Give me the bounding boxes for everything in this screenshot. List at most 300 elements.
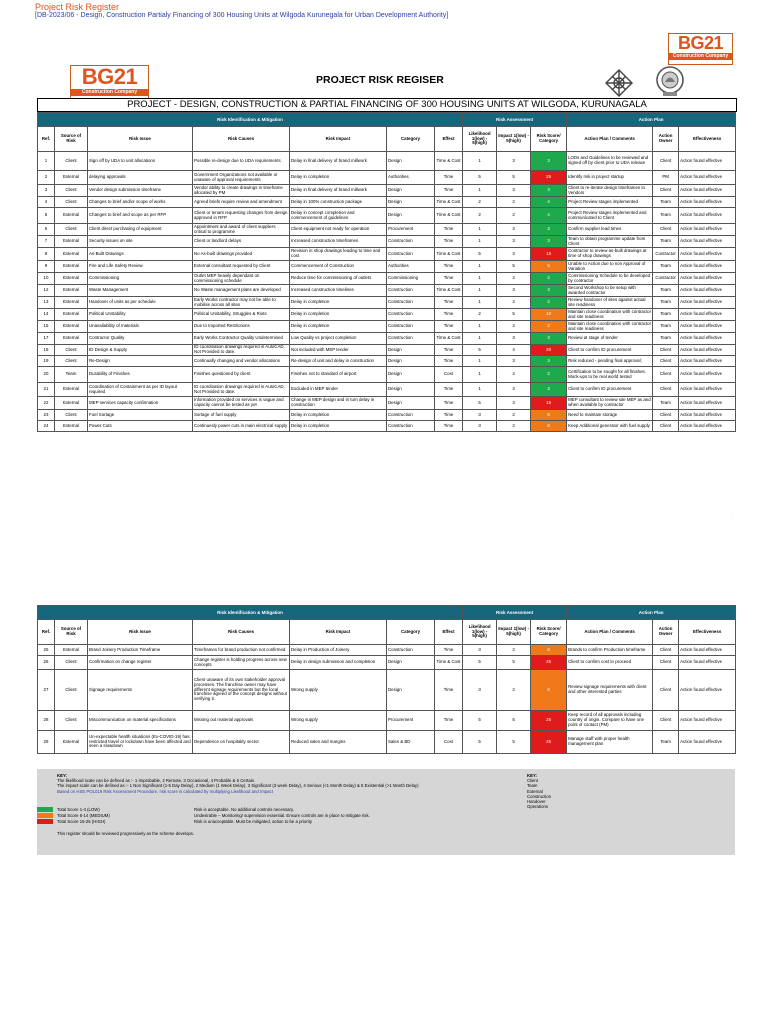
cell-impact: Increased construction timeframes <box>290 236 387 248</box>
cell-score: 2 <box>531 321 567 333</box>
key-note: This register should be reviewed progressively as the scheme develops. <box>57 831 195 836</box>
col-ref-2: Ref. <box>38 620 55 645</box>
cell-cause: Change register is holding progress across new concepts <box>193 656 290 670</box>
cell-effectiveness: Action found effective <box>679 356 736 367</box>
col-effect: Effect <box>435 127 463 152</box>
header-subtitle: [DB-2023/06 - Design, Construction Partialy Financing of 300 Housing Units at Wilgoda Kurunegala for Urban Development Authority] <box>35 12 449 19</box>
cell-impact: Increased construction timelines <box>290 285 387 297</box>
cell-effectiveness: Action found effective <box>679 152 736 171</box>
cell-action: Project Review stages implemented and communicated to Client <box>567 208 653 224</box>
cell-source: Client <box>55 656 88 670</box>
cell-effectiveness: Action found effective <box>679 297 736 309</box>
cell-impact-score: 2 <box>497 197 531 208</box>
cell-issue: Changes to brief and scope as per RFP <box>88 208 193 224</box>
cell-action: LODs and Guidelines to be reviewed and signed off by client prior to UDA release <box>567 152 653 171</box>
cell-cause: Dependence on hospitality sector <box>193 731 290 754</box>
cell-owner: Client <box>653 670 679 711</box>
cell-action: Review at stage of tender <box>567 333 653 345</box>
cell-category: Authorities <box>387 261 435 273</box>
cell-issue: Brand Joinery Production Timeframe <box>88 645 193 656</box>
doc-title: PROJECT RISK REGISER <box>316 74 444 86</box>
cell-owner: Contractor <box>653 248 679 261</box>
cell-cause: Early Works contractor may not be able to mobilise across all sites <box>193 297 290 309</box>
cell-category: Sales & BD <box>387 731 435 754</box>
cell-impact-score: 2 <box>497 367 531 383</box>
cell-effectiveness: Action found effective <box>679 656 736 670</box>
key-right-item: Client <box>527 778 538 784</box>
table-row <box>38 208 736 224</box>
cell-category: Procurement <box>387 711 435 731</box>
key-impact: The impact scale can be defined as :- 1 Non Significant (1-5 Day Delay), 2 Medium (1 Week Delay), 3 Significant (3 week Delay), 4 Serious (<1 Month Delay) & 5 Existential (>1 Month Delay) <box>57 783 419 789</box>
cell-effect: Time <box>435 224 463 236</box>
key-medium-desc: Undesirable – Monitoring/ supervision essential. Ensure controls are in place to mitigate risk. <box>194 813 370 818</box>
table-row <box>38 285 736 297</box>
cell-category: Commissioning <box>387 273 435 285</box>
cell-source: Client <box>55 410 88 421</box>
cell-score: 3 <box>531 185 567 197</box>
key-right-item: Handover <box>527 799 546 805</box>
cell-effectiveness: Action found effective <box>679 309 736 321</box>
col-impact-score-2: Impact 1(low) - 5(high) <box>497 620 531 645</box>
table-row <box>38 367 736 383</box>
table-row <box>38 410 736 421</box>
col-ref: Ref. <box>38 127 55 152</box>
cell-ref: 21 <box>38 383 55 397</box>
cell-likelihood: 3 <box>463 410 497 421</box>
cell-effectiveness: Action found effective <box>679 236 736 248</box>
cell-score: 3 <box>531 285 567 297</box>
cell-issue: Re-Design <box>88 356 193 367</box>
cell-likelihood: 3 <box>463 421 497 432</box>
cell-impact: Wrong supply <box>290 670 387 711</box>
cell-category: Construction <box>387 309 435 321</box>
cell-effect: Time & Cost <box>435 285 463 297</box>
cell-effectiveness: Action found effective <box>679 248 736 261</box>
cell-owner: Client <box>653 421 679 432</box>
cell-category: Construction <box>387 321 435 333</box>
cell-ref: 27 <box>38 670 55 711</box>
cell-score: 25 <box>531 711 567 731</box>
cell-source: Client <box>55 345 88 356</box>
key-high-desc: Risk is unacceptable. Must be mitigated, action to be a priority <box>194 819 312 824</box>
risk-rows-page1 <box>38 152 736 432</box>
cell-action: Client to confirm ID procurement <box>567 383 653 397</box>
key-right-item: External <box>527 788 543 794</box>
cell-source: External <box>55 383 88 397</box>
cell-score: 2 <box>531 297 567 309</box>
cell-category: Design <box>387 185 435 197</box>
cell-cause: Timeframes for brand production not confirmed <box>193 645 290 656</box>
key-low-label: Total Score 1-4 (LOW) <box>57 807 100 812</box>
cell-effectiveness: Action found effective <box>679 421 736 432</box>
cell-impact: Delay in Production of Joinery <box>290 645 387 656</box>
cell-cause: Government Organizations not available or unaware of approval requirements <box>193 171 290 185</box>
cell-impact-score: 2 <box>497 645 531 656</box>
cell-owner: Team <box>653 333 679 345</box>
cell-effectiveness: Action found effective <box>679 197 736 208</box>
key-likelihood: The likelihood scale can be defined as :- 1 Improbable, 2 Remote, 3 Occasional, 4 Probable & 5 Certain. <box>57 778 256 784</box>
cell-owner: Client <box>653 152 679 171</box>
cell-action: Team to obtain programme update from Client <box>567 236 653 248</box>
key-left <box>57 773 577 794</box>
cell-likelihood: 1 <box>463 383 497 397</box>
cell-score: 3 <box>531 333 567 345</box>
cell-effectiveness: Action found effective <box>679 410 736 421</box>
table-row <box>38 236 736 248</box>
cell-impact: Delay in completion <box>290 297 387 309</box>
table-row <box>38 356 736 367</box>
table-row <box>38 321 736 333</box>
cell-score: 4 <box>531 197 567 208</box>
cell-category: Construction <box>387 285 435 297</box>
cell-source: Client <box>55 152 88 171</box>
cell-category: Construction <box>387 645 435 656</box>
cell-likelihood: 5 <box>463 711 497 731</box>
cell-impact: Low Quality vs project completion <box>290 333 387 345</box>
cell-likelihood: 3 <box>463 670 497 711</box>
cell-effect: Time & Cost <box>435 248 463 261</box>
col-impact-score: Impact 1(low) - 5(high) <box>497 127 531 152</box>
cell-source: External <box>55 421 88 432</box>
table-row <box>38 421 736 432</box>
cell-effectiveness: Action found effective <box>679 397 736 410</box>
cell-likelihood: 5 <box>463 656 497 670</box>
cell-cause: Political Unstability, Struggles & Riots <box>193 309 290 321</box>
cell-cause: Appointment and award of client suppliers critical to programme <box>193 224 290 236</box>
cell-impact-score: 5 <box>497 171 531 185</box>
cell-effect: Time <box>435 410 463 421</box>
cell-score: 15 <box>531 248 567 261</box>
cell-action: Need to maintain storage <box>567 410 653 421</box>
col-cause-2: Risk Causes <box>193 620 290 645</box>
cell-score: 6 <box>531 645 567 656</box>
cell-owner: Team <box>653 236 679 248</box>
cell-action: MEP consultant to review site MEP as and when available by contractor <box>567 397 653 410</box>
cell-score: 5 <box>531 261 567 273</box>
cell-owner: Client <box>653 185 679 197</box>
cell-effect: Cost <box>435 731 463 754</box>
cell-issue: Commissioning <box>88 273 193 285</box>
cell-source: Client <box>55 670 88 711</box>
cell-owner: Client <box>653 645 679 656</box>
cell-effect: Time <box>435 421 463 432</box>
table-row <box>38 297 736 309</box>
cell-score: 20 <box>531 345 567 356</box>
cell-score: 25 <box>531 656 567 670</box>
cell-cause: ID coordination drawings required in AutoCAD. Not Provided to date. <box>193 383 290 397</box>
cell-effectiveness: Action found effective <box>679 345 736 356</box>
high-swatch <box>37 819 53 824</box>
cell-score: 2 <box>531 367 567 383</box>
cell-issue: Handover of units as per schedule <box>88 297 193 309</box>
cell-score: 25 <box>531 731 567 754</box>
cell-likelihood: 1 <box>463 321 497 333</box>
cell-source: External <box>55 261 88 273</box>
key-right <box>527 773 627 810</box>
col-owner-2: Action Owner <box>653 620 679 645</box>
cell-impact-score: 2 <box>497 273 531 285</box>
table-row <box>38 345 736 356</box>
table-row <box>38 152 736 171</box>
cell-likelihood: 1 <box>463 285 497 297</box>
cell-ref: 2 <box>38 171 55 185</box>
cell-owner: Client <box>653 711 679 731</box>
cell-action: Keep record of all approvals including country of origin. Compare to have one point of contact (PM) <box>567 711 653 731</box>
cell-impact: Revision in shop drawings leading to time and cost <box>290 248 387 261</box>
key-right-item: Construction <box>527 793 552 799</box>
cell-owner: Team <box>653 731 679 754</box>
cell-source: External <box>55 321 88 333</box>
cell-likelihood: 1 <box>463 261 497 273</box>
cell-likelihood: 2 <box>463 197 497 208</box>
cell-effectiveness: Action found effective <box>679 321 736 333</box>
cell-impact-score: 5 <box>497 656 531 670</box>
cell-action: Maintain close coordination with contractor and site readiness <box>568 320 652 331</box>
cell-score: 6 <box>531 421 567 432</box>
col-action: Action Plan / Comments <box>567 127 653 152</box>
cell-impact-score: 2 <box>497 321 531 333</box>
cell-cause: External consultant requested by Client <box>193 261 290 273</box>
cell-likelihood: 2 <box>463 208 497 224</box>
cell-impact-score: 3 <box>497 248 531 261</box>
cell-impact-score: 2 <box>497 410 531 421</box>
page-marker: · <box>731 515 733 520</box>
cell-likelihood: 1 <box>463 152 497 171</box>
cell-owner: Team <box>653 285 679 297</box>
medium-swatch <box>37 813 53 818</box>
table-row <box>38 171 736 185</box>
cell-source: Client <box>55 356 88 367</box>
cell-ref: 17 <box>38 333 55 345</box>
cell-cause: Client or landlord delays <box>193 236 290 248</box>
cell-impact-score: 2 <box>497 421 531 432</box>
cell-cause: Information provided on services is vague and capacity cannot be tested as yet <box>193 397 290 410</box>
cell-issue: Fuel Sortage <box>88 410 193 421</box>
col-owner: Action Owner <box>653 127 679 152</box>
cell-impact: Finishes not to standard of airport <box>290 367 387 383</box>
cell-ref: 1 <box>38 152 55 171</box>
table-row <box>38 197 736 208</box>
cell-effect: Time <box>435 309 463 321</box>
table-row <box>38 333 736 345</box>
cell-ref: 24 <box>38 421 55 432</box>
cell-impact: Delay in final delivery of brand millwork <box>290 152 387 171</box>
cell-impact-score: 5 <box>497 309 531 321</box>
cell-issue: Security issues on site <box>88 236 193 248</box>
cell-owner: Team <box>653 297 679 309</box>
cell-cause: No As-built drawings provided <box>193 248 290 261</box>
cell-action: Keep Additional generator with fuel supply <box>567 421 653 432</box>
table-row <box>38 273 736 285</box>
cell-issue: Power Cuts <box>88 421 193 432</box>
cell-impact: Delay in final delivery of brand millwork <box>290 185 387 197</box>
key-right-item: Operations <box>527 804 549 810</box>
cell-action: Project Review stages implemented <box>567 197 653 208</box>
company-logo-text: BG21 <box>81 64 138 89</box>
col-issue-2: Risk Issue <box>88 620 193 645</box>
cell-impact: Not included with MEP tender <box>290 345 387 356</box>
cell-likelihood: 1 <box>463 224 497 236</box>
cell-impact: Client equipment not ready for operation <box>290 224 387 236</box>
cell-impact-score: 3 <box>497 397 531 410</box>
key-right-item: Team <box>527 783 538 789</box>
cell-impact-score: 2 <box>497 670 531 711</box>
cell-owner: Client <box>653 383 679 397</box>
cell-impact: Delay in 100% construction package <box>290 197 387 208</box>
col-category-2: Category <box>387 620 435 645</box>
cell-source: External <box>55 297 88 309</box>
col-effect-2: Effect <box>435 620 463 645</box>
cell-impact: Delay in completion <box>290 321 387 333</box>
cell-issue: Client direct purchasing of equipment <box>88 224 193 236</box>
cell-impact-score: 3 <box>497 356 531 367</box>
cell-effect: Time <box>435 345 463 356</box>
cell-impact: Reduce time for commissioning of outlets <box>290 273 387 285</box>
cell-effect: Time & Cost <box>435 656 463 670</box>
cell-effectiveness: Action found effective <box>679 645 736 656</box>
group-action: Action Plan <box>567 113 736 127</box>
col-action-2: Action Plan / Comments <box>567 620 653 645</box>
cell-impact: Reduced sales and margins <box>290 731 387 754</box>
cell-cause: Missing out material approvals <box>193 711 290 731</box>
cell-issue: Unavailability of materials <box>88 321 193 333</box>
cell-category: Construction <box>387 410 435 421</box>
cell-impact: Delay in completion <box>290 410 387 421</box>
cell-ref: 6 <box>38 224 55 236</box>
cell-effectiveness: Action found effective <box>679 670 736 711</box>
cell-cause: Finishes questioned by client <box>193 367 290 383</box>
group-assessment: Risk Assessment <box>463 113 567 127</box>
col-effectiveness-2: Effectiveness <box>679 620 736 645</box>
cell-source: External <box>55 273 88 285</box>
cell-source: External <box>55 236 88 248</box>
cell-likelihood: 1 <box>463 236 497 248</box>
cell-action: Identify risk in project startup <box>567 171 653 185</box>
table-row <box>38 383 736 397</box>
cell-cause: Sortage of fuel supply <box>193 410 290 421</box>
cell-owner: Team <box>653 397 679 410</box>
cell-score: 15 <box>531 397 567 410</box>
cell-category: Design <box>387 208 435 224</box>
cell-impact-score: 5 <box>497 731 531 754</box>
cell-owner: Team <box>653 309 679 321</box>
cell-effectiveness: Action found effective <box>679 285 736 297</box>
key-low-desc: Risk is acceptable. No additional controls necessary. <box>194 807 294 812</box>
group-identification-2: Risk Identification & Mitigation <box>38 606 463 620</box>
cell-likelihood: 1 <box>463 367 497 383</box>
cell-category: Design <box>387 152 435 171</box>
cell-owner: Client <box>653 224 679 236</box>
cell-effect: Cost <box>435 367 463 383</box>
cell-effect: Time & Cost <box>435 208 463 224</box>
cell-source: External <box>55 171 88 185</box>
cell-issue: Confirmation on change register <box>88 656 193 670</box>
cell-ref: 28 <box>38 711 55 731</box>
cell-effectiveness: Action found effective <box>679 711 736 731</box>
cell-effectiveness: Action found effective <box>679 367 736 383</box>
cell-cause: Vendor ability to create drawings in timeframe allocated by PM <box>193 185 290 197</box>
cell-action: Confirm supplier lead times <box>567 224 653 236</box>
cell-issue: Coordination of Containment as per ID layout required <box>88 383 193 397</box>
cell-ref: 10 <box>38 273 55 285</box>
cell-score: 4 <box>531 208 567 224</box>
table-row <box>38 656 736 670</box>
cell-ref: 13 <box>38 297 55 309</box>
cell-likelihood: 5 <box>463 171 497 185</box>
cell-owner: Contractor <box>653 273 679 285</box>
cell-effect: Time <box>435 171 463 185</box>
cell-issue: ID Design & Supply <box>88 345 193 356</box>
cell-cause: Client or tenant requesting changes from design approved in RFP <box>193 208 290 224</box>
cell-impact: Delay in completion <box>290 309 387 321</box>
cell-impact-score: 3 <box>497 333 531 345</box>
cell-ref: 18 <box>38 345 55 356</box>
cell-impact-score: 5 <box>497 261 531 273</box>
cell-source: Team <box>55 367 88 383</box>
cell-action: Client to confirm cost to proceed <box>567 656 653 670</box>
col-score-2: Risk Score/ Category <box>531 620 567 645</box>
cell-impact-score: 3 <box>497 285 531 297</box>
cell-source: External <box>55 248 88 261</box>
col-category: Category <box>387 127 435 152</box>
cell-cause: Client unaware of its own stakeholder approval processes. The franchise owner may have different signage requirements but the local franchise agreed of the concept designs without verifying it. <box>193 670 290 711</box>
cell-impact: Re-design of unit and delay in construction <box>290 356 387 367</box>
cell-effect: Time & Cost <box>435 197 463 208</box>
cell-effect: Time <box>435 297 463 309</box>
table-row <box>38 397 736 410</box>
cell-action: Maintain close coordination with contractor and site readiness <box>568 308 652 319</box>
col-score: Risk Score/ Category <box>531 127 567 152</box>
cell-effectiveness: Action found effective <box>679 208 736 224</box>
table-row <box>38 670 736 711</box>
cell-likelihood: 1 <box>463 185 497 197</box>
cell-action: Unable to Action due to non Approval of Variation <box>567 261 653 273</box>
cell-action: Client to re-iterate design timeframes to Vendors <box>567 185 653 197</box>
cell-issue: Vendor design submission timeframe <box>88 185 193 197</box>
corner-logo <box>668 33 733 65</box>
cell-ref: 22 <box>38 397 55 410</box>
cell-score: 3 <box>531 224 567 236</box>
cell-effectiveness: Action found effective <box>679 273 736 285</box>
cell-ref: 15 <box>38 321 55 333</box>
cell-ref: 8 <box>38 248 55 261</box>
cell-impact-score: 3 <box>497 152 531 171</box>
cell-likelihood: 5 <box>463 248 497 261</box>
cell-impact: Excluded in MEP tender <box>290 383 387 397</box>
key-basis: Based on HSE POL019 Risk Assessment Procedure, risk score is calculated by multiplying Likelihood and Impact <box>57 788 273 794</box>
cell-cause: Early Works Contractor Quality Undetermined <box>193 333 290 345</box>
cell-issue: Political Unstability <box>88 309 193 321</box>
cell-effect: Time <box>435 236 463 248</box>
cell-owner: Team <box>653 261 679 273</box>
key-title: KEY: <box>57 773 67 778</box>
cell-ref: 3 <box>38 185 55 197</box>
cell-category: Design <box>387 656 435 670</box>
cell-category: Construction <box>387 297 435 309</box>
key-high-label: Total Score 15-25 (HIGH) <box>57 819 106 824</box>
cell-cause: Outlet MEP heavily dependant on commissioning schedule <box>193 273 290 285</box>
cell-source: Client <box>55 224 88 236</box>
cell-category: Design <box>387 383 435 397</box>
cell-category: Design <box>387 670 435 711</box>
cell-likelihood: 1 <box>463 297 497 309</box>
cell-issue: Fire and Life Safety Review <box>88 261 193 273</box>
group-action-2: Action Plan <box>567 606 736 620</box>
cell-impact: Delay in design submission and completion <box>290 656 387 670</box>
col-likelihood-2: Likelihood 1(low) - 5(high) <box>463 620 497 645</box>
table-row <box>38 185 736 197</box>
cell-cause: Continually changing and vendor allocations <box>193 356 290 367</box>
